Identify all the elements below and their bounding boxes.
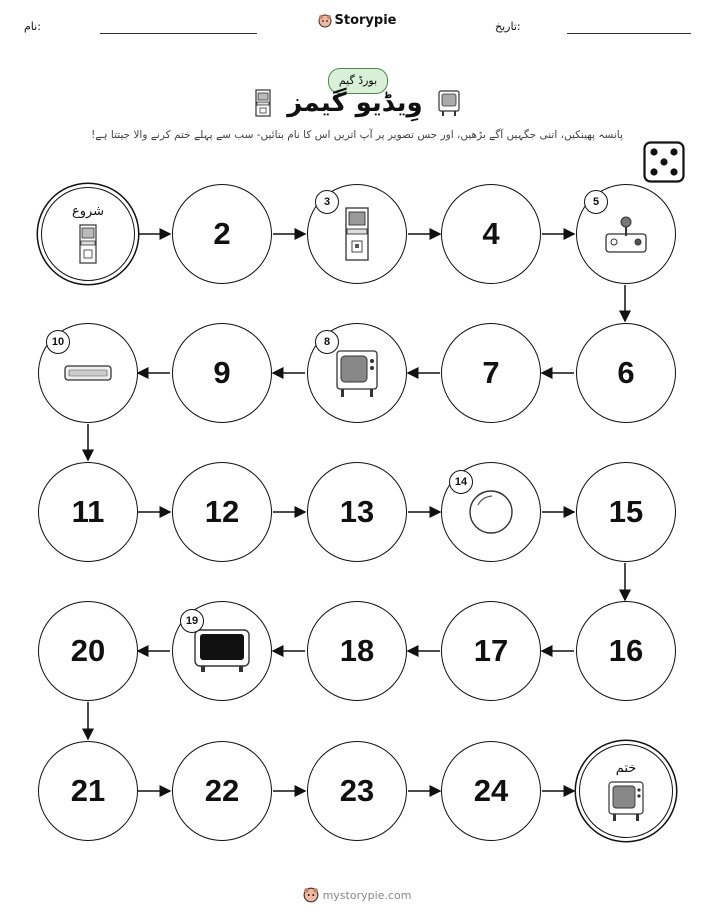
- cell-number: 21: [70, 773, 106, 808]
- board-cell-21[interactable]: [38, 741, 138, 841]
- board-cell-9[interactable]: [172, 323, 272, 423]
- cell-number: 17: [473, 633, 509, 668]
- cell-number: 12: [204, 494, 240, 529]
- cell-badge: 8: [315, 330, 339, 354]
- sphere-icon: [468, 489, 514, 535]
- cartridge-icon: [64, 365, 112, 381]
- board-cell-6[interactable]: [576, 323, 676, 423]
- board-cell-4[interactable]: [441, 184, 541, 284]
- cell-badge: 19: [180, 609, 204, 633]
- retro-tv-icon: [607, 780, 645, 822]
- cell-number: 13: [339, 494, 375, 529]
- finish-label: ختم: [615, 761, 637, 776]
- board-cell-2[interactable]: [172, 184, 272, 284]
- board-cell-15[interactable]: [576, 462, 676, 562]
- board-cell-7[interactable]: [441, 323, 541, 423]
- start-cell[interactable]: [41, 187, 135, 281]
- footer-url[interactable]: mystorypie.com: [322, 888, 412, 902]
- board-cell-11[interactable]: [38, 462, 138, 562]
- board-cell-17[interactable]: [441, 601, 541, 701]
- start-label: شروع: [71, 204, 105, 219]
- cell-number: 18: [339, 633, 375, 668]
- arcade-cabinet-icon: [342, 207, 372, 261]
- cell-number: 15: [608, 494, 644, 529]
- board-cell-12[interactable]: [172, 462, 272, 562]
- retro-tv-icon: [334, 348, 380, 398]
- board-cell-22[interactable]: [172, 741, 272, 841]
- date-label: تاریخ:: [495, 20, 521, 33]
- joystick-icon: [604, 214, 648, 254]
- board-cell-18[interactable]: [307, 601, 407, 701]
- cell-number: 24: [473, 773, 509, 808]
- cell-number: 22: [204, 773, 240, 808]
- instructions: پانسہ پھینکیں، اتنی جگہیں آگے بڑھیں، اور جس تصویر پر آپ اتریں اس کا نام بتائیں- سب سے پہلے ختم کرنے والا جیتتا ہے!: [91, 129, 623, 141]
- cell-badge: 14: [449, 470, 473, 494]
- board-cell-13[interactable]: [307, 462, 407, 562]
- cell-number: 23: [339, 773, 375, 808]
- cell-number: 7: [482, 355, 500, 390]
- arcade-cabinet-icon: [77, 224, 99, 264]
- cell-number: 20: [70, 633, 106, 668]
- footer: [0, 887, 714, 906]
- cell-number: 16: [608, 633, 644, 668]
- cell-number: 11: [71, 494, 105, 529]
- storypie-logo-icon: [303, 887, 319, 903]
- board-game-tag: بورڈ گیم: [328, 68, 388, 94]
- board-cell-16[interactable]: [576, 601, 676, 701]
- cell-number: 9: [213, 355, 231, 390]
- cell-number: 4: [482, 216, 500, 251]
- cell-badge: 5: [584, 190, 608, 214]
- cell-badge: 3: [315, 190, 339, 214]
- finish-cell[interactable]: [579, 744, 673, 838]
- cell-number: 2: [213, 216, 231, 251]
- monitor-icon: [193, 628, 251, 674]
- board-cell-20[interactable]: [38, 601, 138, 701]
- board-cell-24[interactable]: [441, 741, 541, 841]
- cell-number: 6: [617, 355, 635, 390]
- board-cell-23[interactable]: [307, 741, 407, 841]
- page-title: وِیڈیو گیمز: [287, 88, 423, 118]
- name-label: نام:: [24, 20, 41, 33]
- brand-name: Storypie: [334, 13, 397, 28]
- cell-badge: 10: [46, 330, 70, 354]
